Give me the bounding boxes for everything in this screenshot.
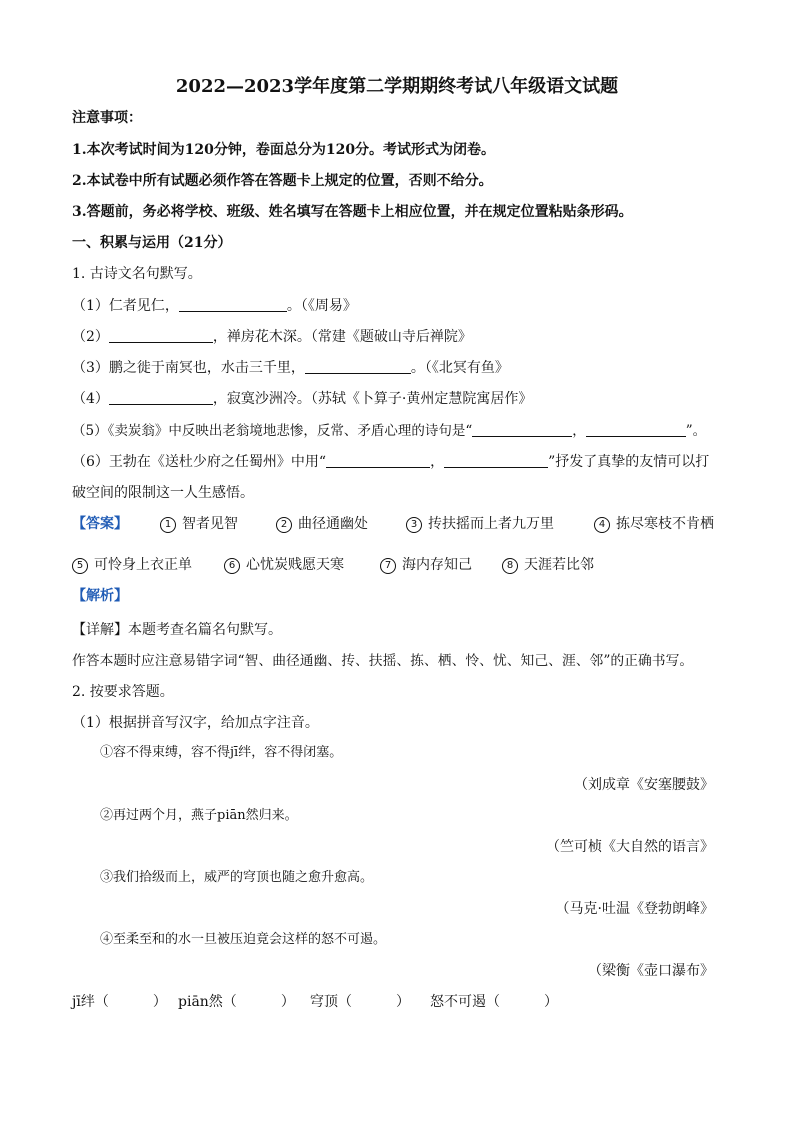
notice-item-1: 1.本次考试时间为120分钟，卷面总分为120分。考试形式为闭卷。 [72,142,496,158]
quote-3: ③我们拾级而上，威严的穹顶也随之愈升愈高。 [100,870,374,885]
section-heading: 一、积累与运用（21分） [72,235,232,251]
fill-pianran [178,992,295,1012]
circled-number: 5 [72,558,88,574]
answer-blank[interactable] [179,297,287,312]
item-text: （1）仁者见仁， [72,298,179,314]
circled-number: 2 [276,517,292,533]
fill-jiban [72,992,167,1012]
quote-4-source: （梁衡《壶口瀑布》 [588,963,714,979]
answer-blank[interactable] [109,390,213,405]
item-text: 。（《周易》 [286,298,357,314]
circled-number: 3 [406,517,422,533]
quote-4: ④至柔至和的水一旦被压迫竟会这样的怒不可遏。 [100,932,387,947]
answer-item [406,514,554,534]
question-1-item-3 [72,358,509,378]
fill-close: ） [280,994,295,1010]
question-1-item-5 [72,421,706,441]
fill-label: 穹顶（ [310,994,352,1010]
quote-2-source: （竺可桢《大自然的语言》 [546,839,714,855]
answer-text: 拣尽寒枝不肯栖 [616,516,714,532]
quote-2: ②再过两个月，燕子piān然归来。 [100,808,298,823]
item-text: ，禅房花木深。（常建《题破山寺后禅院》 [212,329,472,345]
question-1-item-6 [72,452,709,472]
item-text: （3）鹏之徙于南冥也，水击三千里， [72,360,305,376]
fill-close: ） [544,994,558,1010]
circled-number: 8 [502,558,518,574]
page-title: 2022—2023学年度第二学期期终考试八年级语文试题 [175,76,619,97]
item-text: （6）王勃在《送杜少府之任蜀州》中用“ [72,454,327,470]
quote-3-source: （马克·吐温《登勃朗峰》 [555,901,714,917]
quote-1: ①容不得束缚，容不得jī绊，容不得闭塞。 [100,745,343,760]
answer-item [224,555,344,575]
item-text: ”抒发了真挚的友情可以打 [548,454,710,470]
fill-label: piān然（ [178,994,237,1010]
quote-1-source: （刘成章《安塞腰鼓》 [574,777,714,793]
answer-text: 心忧炭贱愿天寒 [246,557,344,573]
fill-qiongding [310,992,410,1012]
item-text: ”。 [685,423,707,439]
question-1-item-2 [72,327,472,347]
circled-number: 6 [224,558,240,574]
question-2-stem: 2. 按要求答题。 [72,684,174,700]
circled-number: 7 [380,558,396,574]
answer-item [72,555,192,575]
notice-item-3: 3.答题前，务必将学校、班级、姓名填写在答题卡上相应位置，并在规定位置粘贴条形码。 [72,204,633,220]
answer-blank[interactable] [305,359,411,374]
fill-close: ） [152,994,167,1010]
circled-number: 1 [160,517,176,533]
question-1-item-4 [72,389,532,409]
question-1-item-6-continued: 破空间的限制这一人生感悟。 [72,485,254,501]
answer-blank[interactable] [444,453,548,468]
answer-blank[interactable] [472,422,572,437]
fill-label: jī绊（ [72,994,109,1010]
item-text: ，寂寞沙洲冷。（苏轼《卜算子·黄州定慧院寓居作》 [212,391,533,407]
item-text: ， [430,454,445,470]
answer-text: 可怜身上衣正单 [94,557,192,573]
answer-text: 曲径通幽处 [298,516,368,532]
circled-number: 4 [594,517,610,533]
analysis-tag: 【解析】 [72,588,128,604]
answer-text: 抟扶摇而上者九万里 [428,516,554,532]
analysis-detail: 【详解】本题考查名篇名句默写。 [72,622,282,638]
answer-text: 智者见智 [182,516,238,532]
answer-text: 海内存知己 [402,557,472,573]
answer-blank[interactable] [326,453,430,468]
fill-nubukee [430,992,558,1012]
analysis-note: 作答本题时应注意易错字词“智、曲径通幽、抟、扶摇、拣、栖、怜、忧、知己、涯、邻”的正确书写。 [72,653,694,669]
question-2-sub-1: （1）根据拼音写汉字，给加点字注音。 [72,715,319,731]
item-text: （4） [72,391,109,407]
fill-close: ） [396,994,410,1010]
answer-item [276,514,368,534]
question-1-stem: 1. 古诗文名句默写。 [72,266,202,282]
fill-label: 怒不可遏（ [430,994,500,1010]
answer-item [380,555,472,575]
answer-text: 天涯若比邻 [524,557,594,573]
item-text: 。（《北冥有鱼》 [410,360,509,376]
answer-blank[interactable] [109,328,213,343]
item-text: （2） [72,329,109,345]
answer-item [594,514,714,534]
answer-tag: 【答案】 [72,516,128,532]
notice-heading: 注意事项： [72,110,142,126]
answer-item [160,514,238,534]
item-text: ， [572,423,586,439]
answer-blank[interactable] [586,422,686,437]
answer-item [502,555,594,575]
notice-item-2: 2.本试卷中所有试题必须作答在答题卡上规定的位置，否则不给分。 [72,173,493,189]
question-1-item-1 [72,296,357,316]
item-text: （5）《卖炭翁》中反映出老翁境地悲惨，反常、矛盾心理的诗句是“ [72,423,473,439]
